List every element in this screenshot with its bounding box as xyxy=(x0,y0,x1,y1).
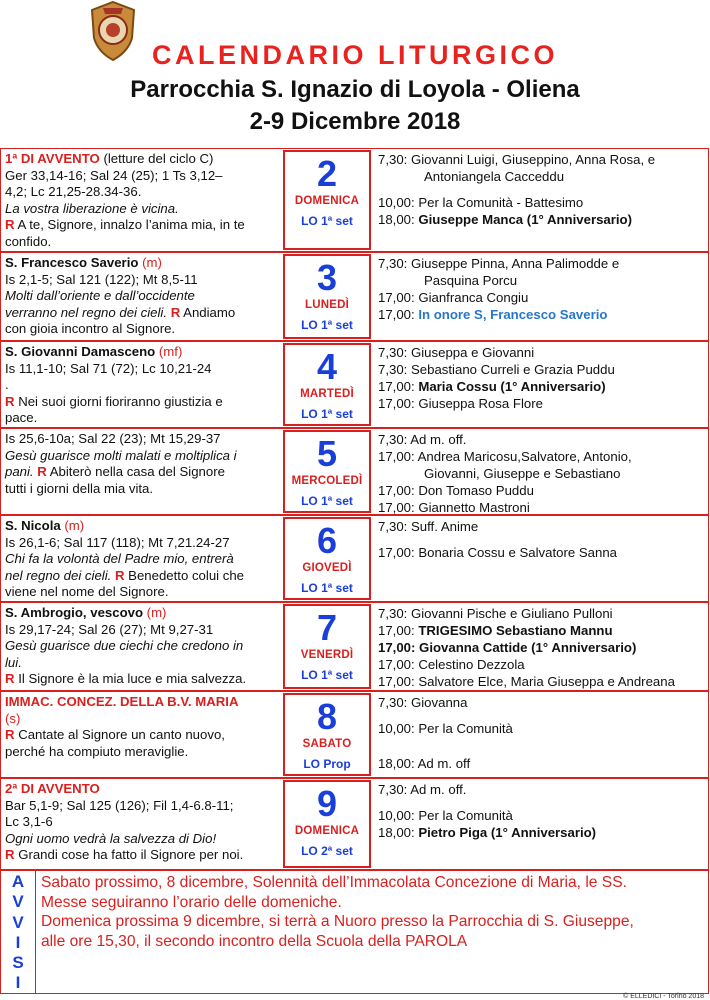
text-run: Gesù guarisce molti malati e moltiplica i xyxy=(5,447,237,463)
text-run: 7,30: Giovanni Luigi, Giuseppino, Anna Rosa, e xyxy=(378,152,656,167)
day-number: 4 xyxy=(316,346,338,387)
text-run: Ger 33,14-16; Sal 24 (25); 1 Ts 3,12– xyxy=(5,167,223,183)
day-row xyxy=(0,252,709,341)
text-run: Bar 5,1-9; Sal 125 (126); Fil 1,4-6.8-11; xyxy=(5,797,234,813)
text-run: Gesù guarisce due ciechi che credono in xyxy=(5,638,244,654)
text-run: tutti i giorni della mia vita. xyxy=(5,480,154,496)
notice-line: Domenica prossima 9 dicembre, si terrà a Nuoro presso la Parrocchia di S. Giuseppe, xyxy=(41,913,634,931)
text-run: verranno nel regno dei cieli. xyxy=(5,304,171,320)
text-run: 2ª DI AVVENTO xyxy=(5,781,100,796)
text-run: Is 25,6-10a; Sal 22 (23); Mt 15,29-37 xyxy=(5,431,221,446)
text-run: (mf) xyxy=(155,344,183,359)
text-run: 17,00: xyxy=(378,307,419,322)
text-run: Is 26,1-6; Sal 117 (118); Mt 7,21.24-27 xyxy=(5,534,230,550)
day-number: 9 xyxy=(316,783,338,824)
text-run: 7,30: Suff. Anime xyxy=(378,519,479,534)
text-run: S. Giovanni Damasceno xyxy=(5,344,156,359)
liturgy-of-hours-label: LO 1ª set xyxy=(301,494,353,508)
readings-cell xyxy=(5,344,281,427)
readings-cell xyxy=(5,518,281,601)
text-run: S. Nicola xyxy=(5,518,61,533)
text-run: (m) xyxy=(138,255,162,270)
calendar-title: CALENDARIO LITURGICO xyxy=(152,40,558,70)
notice-line: Messe seguiranno l’orario delle domeniche. xyxy=(41,893,342,911)
copyright-footer: © ELLEDICI - Torino 2018 xyxy=(623,993,704,1000)
liturgy-of-hours-label: LO 1ª set xyxy=(301,407,353,421)
text-run: (m) xyxy=(143,605,167,620)
mass-intentions-cell xyxy=(378,255,704,323)
notices-letter: V xyxy=(12,892,24,912)
text-run: Cantate al Signore un canto nuovo, xyxy=(14,727,225,743)
readings-cell xyxy=(5,151,281,251)
text-run: (s) xyxy=(5,710,21,726)
readings-cell xyxy=(5,605,281,688)
readings-cell xyxy=(5,694,281,760)
notices-letter: V xyxy=(12,912,24,932)
text-run: R xyxy=(114,567,125,583)
day-row xyxy=(0,515,709,602)
text-run: Abiterò nella casa del Signore xyxy=(46,464,225,480)
text-run: lui. xyxy=(5,654,22,670)
day-row xyxy=(0,148,709,252)
spacer xyxy=(378,535,704,544)
notices-letter: I xyxy=(15,973,21,993)
notices-box xyxy=(0,870,709,994)
mass-intentions-cell xyxy=(378,605,704,690)
day-row xyxy=(0,691,709,778)
weekday-name: LUNEDÌ xyxy=(304,299,349,311)
date-cell xyxy=(283,254,371,339)
mass-intentions-cell xyxy=(378,518,704,561)
text-run: 10,00: Per la Comunità xyxy=(378,721,513,736)
text-run: S. Ambrogio, vescovo xyxy=(5,605,144,620)
text-run: 18,00: Ad m. off xyxy=(378,756,471,771)
date-range: 2-9 Dicembre 2018 xyxy=(249,108,461,135)
text-run: pani. xyxy=(5,464,38,480)
text-run: IMMAC. CONCEZ. DELLA B.V. MARIA xyxy=(5,694,239,709)
text-run: TRIGESIMO Sebastiano Mannu xyxy=(418,623,613,638)
weekday-name: SABATO xyxy=(302,738,352,750)
weekday-name: MERCOLEDÌ xyxy=(291,475,363,487)
text-run: Chi fa la volontà del Padre mio, entrerà xyxy=(5,551,234,567)
text-run: 17,00: Giovanna Cattide (1° Anniversario) xyxy=(378,640,637,655)
parish-name: Parrocchia S. Ignazio di Loyola - Oliena xyxy=(130,76,580,103)
text-run: 17,00: Celestino Dezzola xyxy=(378,657,525,672)
date-cell xyxy=(283,517,371,600)
text-run: 7,30: Giuseppe Pinna, Anna Palimodde e xyxy=(378,256,620,271)
text-run: Nei suoi giorni fioriranno giustizia e xyxy=(14,393,223,409)
day-number: 7 xyxy=(316,607,338,648)
readings-cell xyxy=(5,431,281,497)
text-run: confido. xyxy=(5,233,52,249)
text-run: R xyxy=(37,464,47,480)
weekday-name: DOMENICA xyxy=(294,195,360,207)
spacer xyxy=(378,737,704,746)
day-row xyxy=(0,778,709,870)
text-run: Giuseppe Manca (1° Anniversario) xyxy=(418,212,632,227)
text-run: R xyxy=(5,727,15,743)
notices-label xyxy=(1,871,36,993)
text-run: R xyxy=(5,393,15,409)
spacer xyxy=(378,185,704,194)
text-run: 17,00: xyxy=(378,623,419,638)
notices-letter: S xyxy=(12,953,24,973)
text-run: perché ha compiuto meraviglie. xyxy=(5,743,189,759)
date-cell xyxy=(283,430,371,513)
text-run: 17,00: xyxy=(378,379,419,394)
text-run: 7,30: Ad m. off. xyxy=(378,432,467,447)
day-row xyxy=(0,602,709,691)
text-run: Molti dall’oriente e dall’occidente xyxy=(5,288,195,304)
notices-letter: A xyxy=(11,872,25,891)
spacer xyxy=(378,711,704,720)
text-run: 17,00: Don Tomaso Puddu xyxy=(378,483,534,498)
readings-cell xyxy=(5,781,281,864)
text-run: (letture del ciclo C) xyxy=(99,151,214,166)
spacer xyxy=(378,798,704,807)
weekday-name: GIOVEDÌ xyxy=(302,562,352,574)
day-number: 2 xyxy=(316,153,338,194)
text-run: 18,00: xyxy=(378,212,419,227)
liturgy-of-hours-label: LO 2ª set xyxy=(301,844,353,858)
text-run: nel regno dei cieli. xyxy=(5,567,115,583)
text-run: 17,00: Salvatore Elce, Maria Giuseppa e Andreana xyxy=(378,674,675,689)
text-run: 7,30: Giovanna xyxy=(378,695,468,710)
date-cell xyxy=(283,780,371,868)
text-run: con gioia incontro al Signore. xyxy=(5,321,176,337)
weekday-name: VENERDÌ xyxy=(300,649,354,661)
date-cell xyxy=(283,693,371,776)
mass-intentions-cell xyxy=(378,151,704,228)
text-run: 7,30: Ad m. off. xyxy=(378,782,467,797)
text-run: Grandi cose ha fatto il Signore per noi. xyxy=(14,847,244,863)
day-number: 5 xyxy=(316,433,338,474)
spacer xyxy=(378,746,704,755)
text-run: S. Francesco Saverio xyxy=(5,255,139,270)
day-number: 8 xyxy=(316,696,338,737)
weekday-name: DOMENICA xyxy=(294,825,360,837)
mass-intentions-cell xyxy=(378,781,704,841)
liturgy-of-hours-label: LO 1ª set xyxy=(301,668,353,682)
notice-line: Sabato prossimo, 8 dicembre, Solennità dell’Immacolata Concezione di Maria, le SS. xyxy=(41,874,627,891)
text-run: viene nel nome del Signore. xyxy=(5,584,169,600)
text-run: 10,00: Per la Comunità xyxy=(378,808,513,823)
text-run: Is 11,1-10; Sal 71 (72); Lc 10,21-24 xyxy=(5,360,212,376)
text-run: 4,2; Lc 21,25-28.34-36. xyxy=(5,184,142,200)
text-run: pace. xyxy=(5,410,38,426)
text-run: Benedetto colui che xyxy=(124,567,245,583)
text-run: 7,30: Giuseppa e Giovanni xyxy=(378,345,535,360)
text-run: R xyxy=(5,217,15,233)
date-cell xyxy=(283,604,371,689)
mass-intentions-cell xyxy=(378,431,704,516)
text-run: A te, Signore, innalzo l’anima mia, in te xyxy=(14,217,245,233)
text-run: 17,00: Giuseppa Rosa Flore xyxy=(378,396,543,411)
weekday-name: MARTEDÌ xyxy=(300,388,354,400)
date-cell xyxy=(283,150,371,250)
text-run: 17,00: Gianfranca Congiu xyxy=(378,290,529,305)
text-run: Maria Cossu (1° Anniversario) xyxy=(418,379,606,394)
date-cell xyxy=(283,343,371,426)
text-run: In onore S, Francesco Saverio xyxy=(418,307,608,322)
text-run: 10,00: Per la Comunità - Battesimo xyxy=(378,195,584,210)
day-row xyxy=(0,341,709,428)
text-run: Ogni uomo vedrà la salvezza di Dio! xyxy=(5,830,217,846)
text-run: Pietro Piga (1° Anniversario) xyxy=(418,825,597,840)
liturgy-of-hours-label: LO 1ª set xyxy=(301,318,353,332)
text-run: R xyxy=(170,304,181,320)
text-run: Il Signore è la mia luce e mia salvezza. xyxy=(14,671,247,687)
liturgy-of-hours-label: LO 1ª set xyxy=(301,214,353,228)
text-run: R xyxy=(5,671,15,687)
day-row xyxy=(0,428,709,515)
day-number: 3 xyxy=(316,257,338,298)
text-run: Pasquina Porcu xyxy=(424,273,518,288)
text-run: 1ª DI AVVENTO xyxy=(5,151,100,166)
text-run: . xyxy=(5,377,9,393)
text-run: 17,00: Andrea Maricosu,Salvatore, Antonio, xyxy=(378,449,632,464)
liturgy-of-hours-label: LO Prop xyxy=(303,757,351,771)
text-run: Is 29,17-24; Sal 26 (27); Mt 9,27-31 xyxy=(5,621,214,637)
notice-line: alle ore 15,30, il secondo incontro della Scuola della PAROLA xyxy=(41,932,468,950)
notices-text xyxy=(41,873,704,951)
mass-intentions-cell xyxy=(378,694,704,772)
text-run: 17,00: Bonaria Cossu e Salvatore Sanna xyxy=(378,545,617,560)
text-run: La vostra liberazione è vicina. xyxy=(5,200,179,216)
text-run: Giovanni, Giuseppe e Sebastiano xyxy=(424,466,621,481)
text-run: 7,30: Sebastiano Curreli e Grazia Puddu xyxy=(378,362,615,377)
text-run: (m) xyxy=(60,518,85,533)
text-run: Antoniangela Cacceddu xyxy=(424,169,565,184)
day-number: 6 xyxy=(316,520,338,561)
notices-letter: I xyxy=(15,932,21,952)
text-run: 7,30: Giovanni Pische e Giuliano Pulloni xyxy=(378,606,613,621)
text-run: 17,00: Giannetto Mastroni xyxy=(378,500,530,515)
liturgy-of-hours-label: LO 1ª set xyxy=(301,581,353,595)
text-run: R xyxy=(5,847,15,863)
mass-intentions-cell xyxy=(378,344,704,412)
text-run: 18,00: xyxy=(378,825,419,840)
text-run: Lc 3,1-6 xyxy=(5,814,53,830)
text-run: Is 2,1-5; Sal 121 (122); Mt 8,5-11 xyxy=(5,271,198,287)
text-run: Andiamo xyxy=(180,304,236,320)
readings-cell xyxy=(5,255,281,338)
